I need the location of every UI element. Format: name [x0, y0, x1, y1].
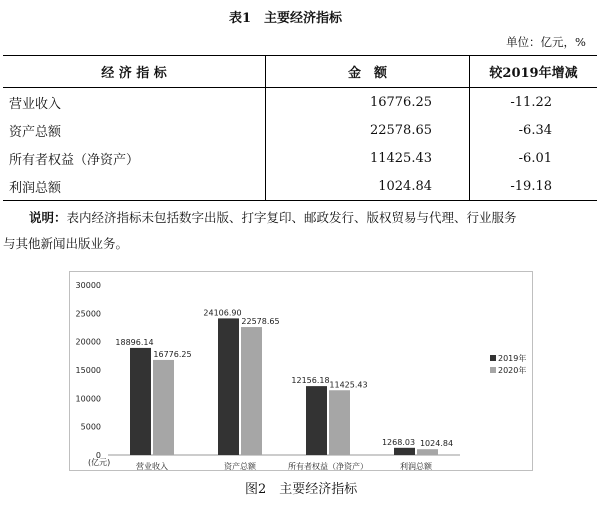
bar-chart: [70, 272, 532, 470]
y-tick-label: 0: [95, 451, 101, 460]
note-line1: 表内经济指标未包括数字出版、打字复印、邮政发行、版权贸易与代理、行业服务: [66, 210, 517, 225]
unit-label: 单位：亿元，%: [506, 35, 586, 49]
bar-2019: [394, 448, 415, 455]
row-change: -6.01: [518, 150, 552, 166]
table-caption: 表1 主要经济指标: [229, 11, 343, 26]
x-tick-label: 利润总额: [400, 462, 432, 470]
row-amount: 22578.65: [266, 116, 470, 144]
row-indicator: 所有者权益（净资产）: [3, 144, 266, 172]
row-indicator: 利润总额: [3, 172, 266, 201]
row-indicator: 资产总额: [3, 116, 266, 144]
legend-swatch-2020: [490, 367, 496, 373]
y-tick-label: 10000: [75, 394, 101, 404]
row-amount: 16776.25: [266, 88, 470, 117]
legend-swatch-2019: [490, 355, 496, 361]
row-amount: 1024.84: [266, 172, 470, 201]
header-change: 较2019年增减: [470, 56, 598, 88]
economic-indicators-table: [3, 55, 597, 201]
note-line2: 与其他新闻出版业务。: [3, 236, 129, 251]
table-row: [3, 116, 597, 144]
header-indicator: 经 济 指 标: [3, 56, 266, 88]
data-label: 1268.03: [381, 437, 416, 447]
bar-2020: [417, 449, 438, 455]
data-label: 16776.25: [153, 349, 192, 359]
table-row: [3, 88, 597, 117]
header-amount: 金 额: [266, 56, 470, 88]
legend-label: 2020年: [498, 366, 527, 375]
figure-caption: 图2 主要经济指标: [245, 482, 358, 497]
y-tick-label: 25000: [75, 309, 101, 319]
data-label: 22578.65: [241, 317, 280, 327]
table-row: [3, 144, 597, 172]
y-tick-label: 5000: [80, 422, 101, 432]
data-label: 18896.14: [115, 337, 154, 347]
y-tick-label: 15000: [75, 366, 101, 375]
row-change: -6.34: [518, 122, 552, 138]
data-label: 11425.43: [329, 380, 368, 390]
bar-2019: [306, 386, 327, 455]
y-axis-label: (亿元): [88, 458, 111, 467]
data-label: 24106.90: [203, 308, 242, 318]
table-row: [3, 172, 597, 201]
bar-2020: [153, 360, 174, 455]
chart-frame: [69, 271, 533, 471]
data-label: 1024.84: [419, 439, 454, 449]
x-tick-label: 所有者权益（净资产）: [288, 462, 368, 470]
x-tick-label: 营业收入: [136, 462, 168, 470]
note-label: 说明：: [29, 210, 67, 225]
bar-2019: [130, 348, 151, 455]
row-indicator: 营业收入: [3, 88, 266, 117]
bar-2020: [241, 327, 262, 455]
table-note: [3, 205, 597, 257]
table-header-row: [3, 56, 597, 88]
row-change: -19.18: [510, 178, 552, 194]
bar-2019: [218, 318, 239, 455]
y-tick-label: 30000: [75, 281, 101, 290]
legend-label: 2019年: [498, 354, 527, 363]
row-change: -11.22: [510, 94, 552, 110]
row-amount: 11425.43: [266, 144, 470, 172]
bar-2020: [329, 390, 350, 455]
data-label: 12156.18: [291, 376, 330, 386]
x-tick-label: 资产总额: [224, 462, 256, 470]
y-tick-label: 20000: [75, 337, 101, 347]
